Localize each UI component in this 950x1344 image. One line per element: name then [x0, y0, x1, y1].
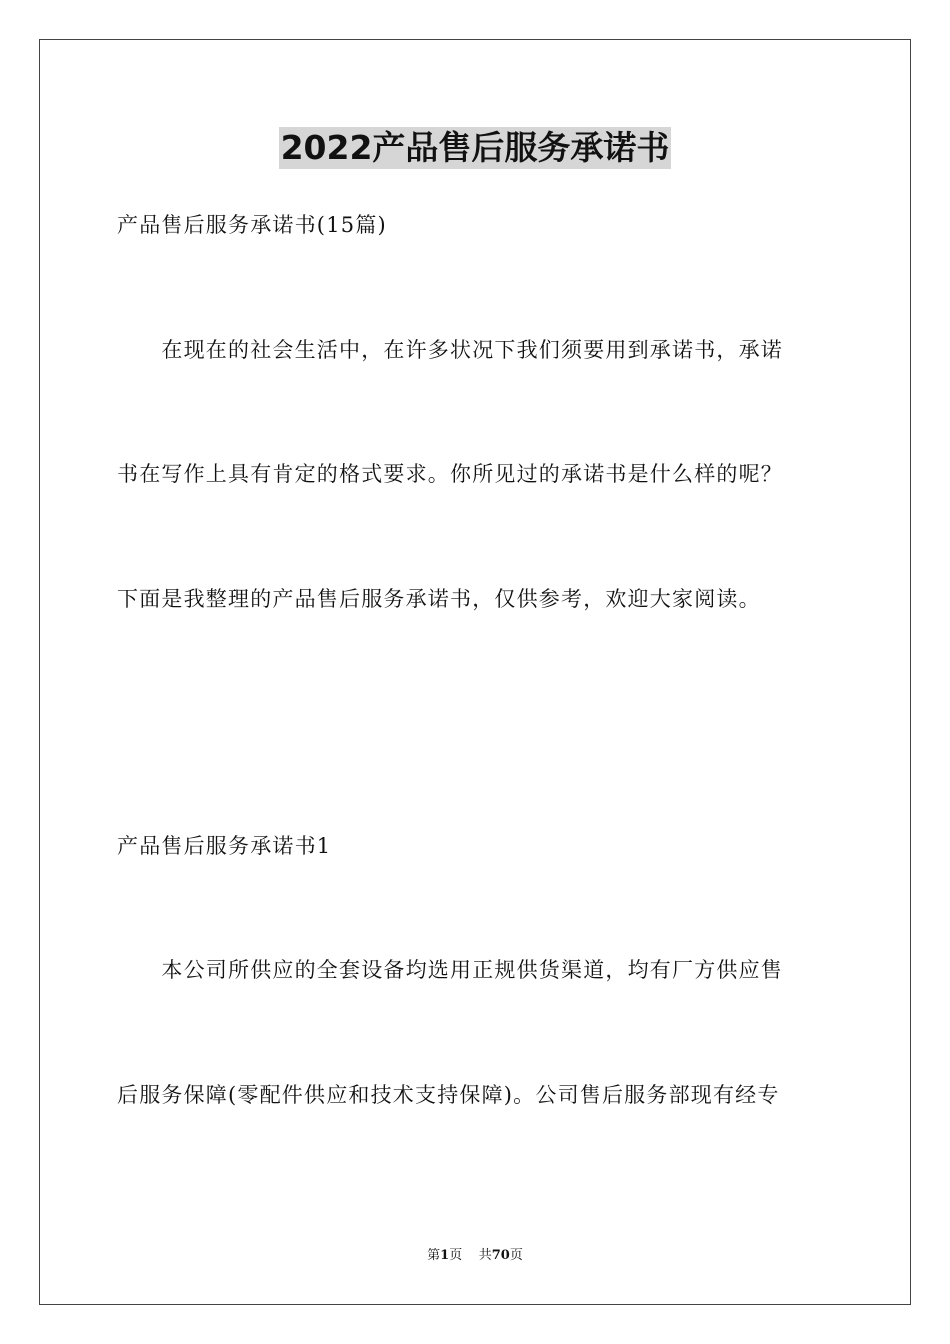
- document-subtitle: 产品售后服务承诺书(15篇): [117, 213, 387, 237]
- page-prefix: 第: [427, 1248, 441, 1263]
- total-prefix: 共: [478, 1248, 492, 1263]
- page-suffix: 页: [449, 1248, 463, 1263]
- total-pages: 70: [491, 1248, 510, 1263]
- page-footer: [0, 1247, 950, 1265]
- document-title: 2022产品售后服务承诺书: [280, 128, 670, 167]
- section-line-2: 后服务保障(零配件供应和技术支持保障)。公司售后服务部现有经专: [117, 1083, 780, 1107]
- section-line-1: 本公司所供应的全套设备均选用正规供货渠道，均有厂方供应售: [117, 958, 783, 982]
- page-number: 1: [440, 1248, 450, 1263]
- intro-line-3: 下面是我整理的产品售后服务承诺书，仅供参考，欢迎大家阅读。: [117, 587, 761, 611]
- intro-line-2: 书在写作上具有肯定的格式要求。你所见过的承诺书是什么样的呢？: [117, 462, 783, 486]
- section-heading: 产品售后服务承诺书1: [117, 834, 332, 858]
- title-container: [0, 127, 950, 169]
- total-suffix: 页: [509, 1248, 523, 1263]
- intro-line-1: 在现在的社会生活中，在许多状况下我们须要用到承诺书，承诺: [117, 338, 783, 362]
